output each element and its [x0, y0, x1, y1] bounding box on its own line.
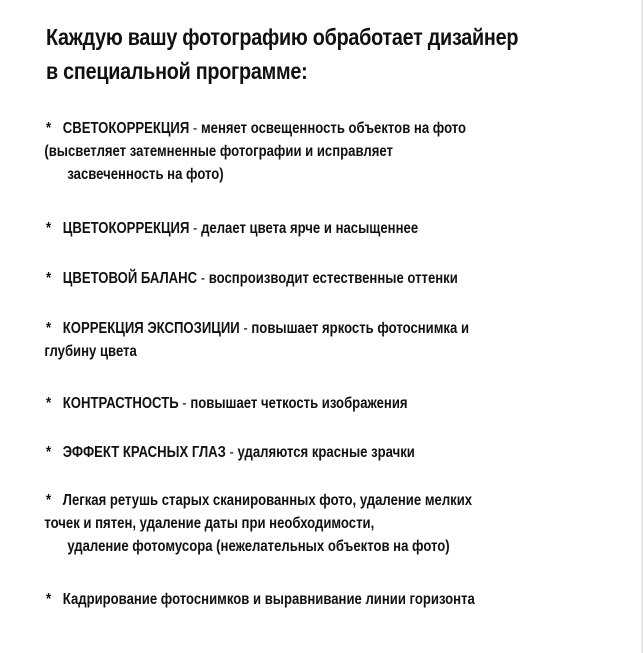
list-item-contrast: [46, 392, 571, 415]
list-item-red-eye: [46, 441, 571, 464]
item-heading: СВЕТОКОРРЕКЦИЯ: [62, 120, 190, 137]
list-item-line: [46, 441, 571, 464]
item-dash: -: [182, 395, 187, 412]
item-heading: ЭФФЕКТ КРАСНЫХ ГЛАЗ: [62, 444, 226, 461]
item-dash: -: [192, 120, 198, 137]
item-dash: -: [229, 444, 234, 461]
item-dash: -: [243, 320, 248, 337]
item-heading: КОНТРАСТНОСТЬ: [62, 395, 179, 412]
bullet-star: *: [46, 120, 52, 137]
page-title: [46, 20, 545, 88]
item-text: делает цвета ярче и насыщеннее: [201, 220, 419, 237]
item-text-line-3: засвеченность на фото): [67, 166, 224, 183]
list-item-color-correction: [46, 217, 571, 240]
list-item-line: [46, 317, 571, 340]
list-item-line: [46, 267, 571, 290]
list-item-exposure-correction: [46, 317, 571, 363]
item-dash: -: [200, 270, 206, 287]
item-text: повышает яркость фотоснимка и: [251, 320, 470, 337]
list-item-cropping: [46, 588, 571, 611]
title-line-2: в специальной программе:: [46, 58, 308, 84]
list-item-color-balance: [46, 267, 571, 290]
item-text: меняет освещенность объектов на фото: [200, 120, 467, 137]
item-dash: -: [193, 220, 198, 237]
bullet-star: *: [46, 395, 52, 412]
item-text: повышает четкость изображения: [190, 395, 408, 412]
list-item-retouch: [46, 489, 571, 558]
item-text-line-2: точек и пятен, удаление даты при необходимости,: [44, 515, 375, 532]
bullet-star: *: [46, 444, 52, 461]
bullet-star: *: [46, 320, 52, 337]
list-item-line: [46, 117, 571, 140]
bullet-star: *: [46, 492, 52, 509]
item-text-line-2: (высветляет затемненные фотографии и исправляет: [44, 143, 393, 160]
item-text: Легкая ретушь старых сканированных фото, удаление мелких: [62, 492, 473, 509]
bullet-star: *: [46, 220, 52, 237]
item-heading: ЦВЕТОКОРРЕКЦИЯ: [62, 220, 190, 237]
item-text: Кадрирование фотоснимков и выравнивание линии горизонта: [62, 591, 475, 608]
item-text-line-3: удаление фотомусора (нежелательных объектов на фото): [67, 538, 450, 555]
item-text: удаляются красные зрачки: [237, 444, 415, 461]
list-item-light-correction: [46, 117, 571, 186]
list-item-line: [46, 489, 571, 512]
item-heading: КОРРЕКЦИЯ ЭКСПОЗИЦИИ: [62, 320, 240, 337]
title-line-1: Каждую вашу фотографию обработает дизайнер: [46, 24, 519, 50]
bullet-star: *: [46, 270, 52, 287]
list-item-line: [46, 392, 571, 415]
bullet-star: *: [46, 591, 52, 608]
list-item-line: [46, 217, 571, 240]
item-text: воспроизводит естественные оттенки: [208, 270, 458, 287]
list-item-line: [46, 588, 571, 611]
item-heading: ЦВЕТОВОЙ БАЛАНС: [62, 270, 198, 287]
item-text-line-2: глубину цвета: [44, 343, 137, 360]
